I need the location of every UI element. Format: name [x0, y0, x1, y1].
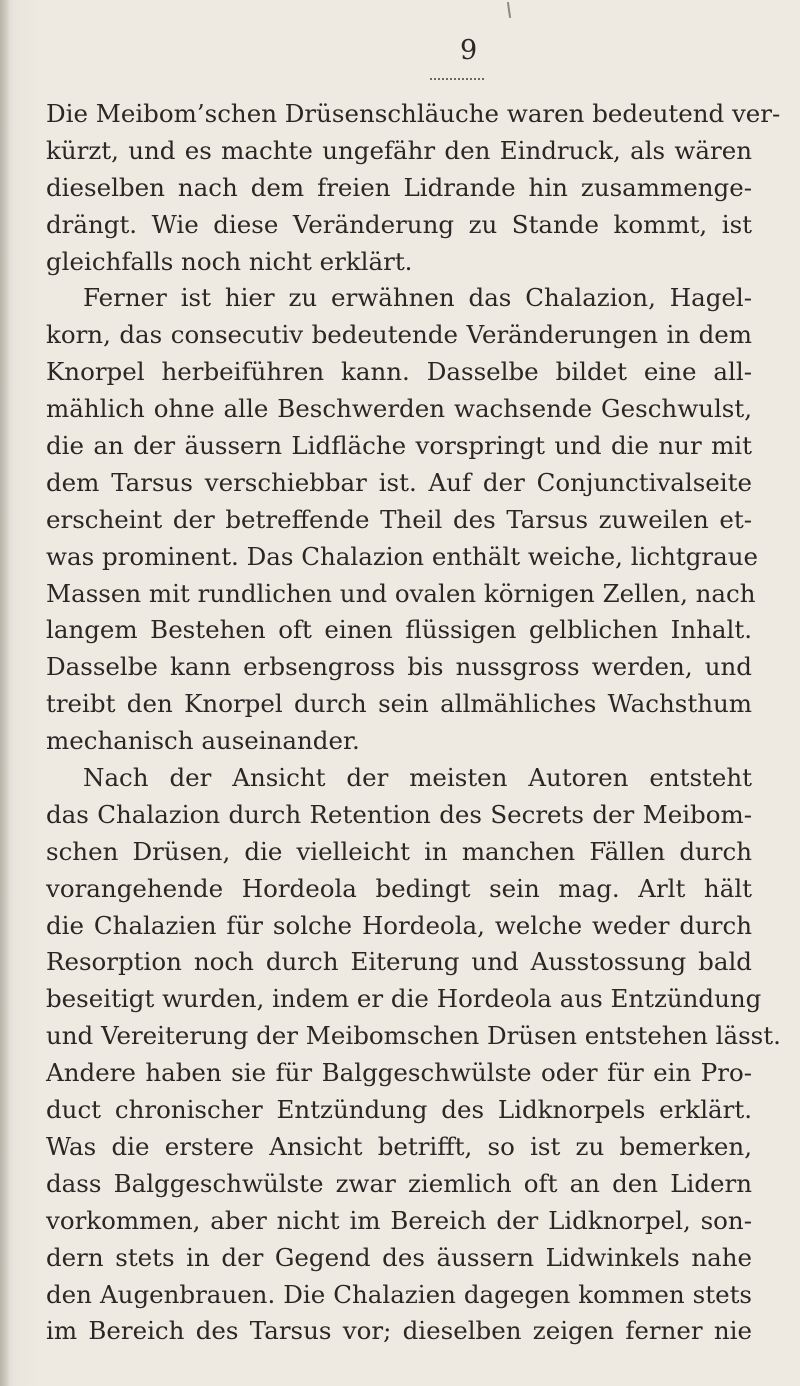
page-number-dots [430, 78, 484, 80]
text-line: Massen mit rundlichen und ovalen körnigen Zellen, nach [46, 578, 756, 608]
text-line: schen Drüsen, die vielleicht in manchen Fällen durch [46, 836, 752, 866]
text-line: dem Tarsus verschiebbar ist. Auf der Conjunctivalseite [46, 467, 752, 497]
text-line: Nach der Ansicht der meisten Autoren entsteht [83, 763, 752, 793]
text-line: Ferner ist hier zu erwähnen das Chalazion, Hagel- [83, 283, 752, 313]
text-line: langem Bestehen oft einen flüssigen gelblichen Inhalt. [46, 615, 752, 645]
text-line: den Augenbrauen. Die Chalazien dagegen kommen stets [46, 1279, 752, 1309]
text-line: duct chronischer Entzündung des Lidknorpels erklärt. [46, 1095, 752, 1125]
text-line: mechanisch auseinander. [46, 726, 360, 756]
text-line: erscheint der betreffende Theil des Tarsus zuweilen et- [46, 504, 752, 534]
text-line: was prominent. Das Chalazion enthält weiche, lichtgraue [46, 541, 759, 571]
text-line: dern stets in der Gegend des äussern Lidwinkels nahe [46, 1242, 752, 1272]
text-line: dass Balggeschwülste zwar ziemlich oft an den Lidern [46, 1168, 752, 1198]
text-line: gleichfalls noch nicht erklärt. [46, 246, 413, 276]
text-line: Dasselbe kann erbsengross bis nussgross werden, und [46, 652, 752, 682]
text-line: Knorpel herbeiführen kann. Dasselbe bildet eine all- [46, 357, 752, 387]
text-line: im Bereich des Tarsus vor; dieselben zeigen ferner nie [46, 1316, 752, 1346]
text-line: Andere haben sie für Balggeschwülste oder für ein Pro- [46, 1058, 752, 1088]
text-line: kürzt, und es machte ungefähr den Eindruck, als wären [46, 135, 752, 165]
page-number: 9 [460, 35, 478, 66]
text-line: Was die erstere Ansicht betrifft, so ist zu bemerken, [46, 1131, 752, 1161]
margin-mark [507, 2, 511, 18]
text-line: Resorption noch durch Eiterung und Ausstossung bald [46, 947, 752, 977]
text-line: die Chalazien für solche Hordeola, welche weder durch [46, 910, 752, 940]
body-text [46, 96, 781, 1350]
text-line: und Vereiterung der Meibomschen Drüsen entstehen lässt. [46, 1021, 781, 1051]
text-line: Die Meibom’schen Drüsenschläuche waren bedeutend ver- [46, 99, 781, 128]
text-line: vorkommen, aber nicht im Bereich der Lidknorpel, son- [46, 1205, 752, 1235]
text-line: vorangehende Hordeola bedingt sein mag. Arlt hält [46, 873, 752, 903]
spine-shadow [0, 0, 10, 1386]
text-line: korn, das consecutiv bedeutende Veränderungen in dem [46, 320, 752, 350]
text-line: dieselben nach dem freien Lidrande hin zusammenge- [46, 172, 752, 202]
text-line: drängt. Wie diese Veränderung zu Stande kommt, ist [46, 209, 752, 239]
text-line: das Chalazion durch Retention des Secrets der Meibom- [46, 799, 752, 829]
text-line: beseitigt wurden, indem er die Hordeola aus Entzündung [46, 984, 762, 1014]
text-line: mählich ohne alle Beschwerden wachsende Geschwulst, [46, 394, 752, 424]
text-line: treibt den Knorpel durch sein allmähliches Wachsthum [46, 689, 752, 719]
text-line: die an der äussern Lidfläche vorspringt und die nur mit [46, 431, 752, 461]
